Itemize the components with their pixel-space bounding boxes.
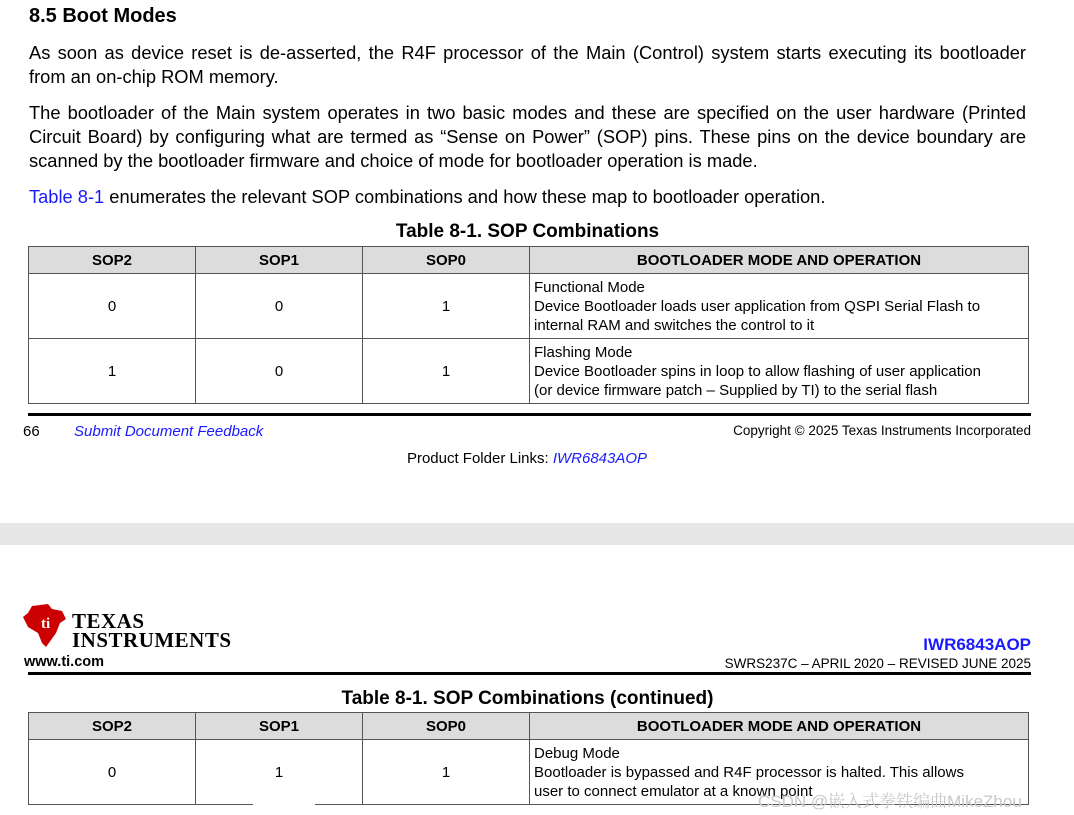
- header-mode: BOOTLOADER MODE AND OPERATION: [530, 247, 1029, 274]
- svg-text:ti: ti: [41, 616, 51, 632]
- product-link[interactable]: IWR6843AOP: [552, 450, 648, 467]
- cell-sop1: 1: [196, 740, 363, 805]
- table-header-row: [29, 713, 1029, 740]
- table-row: [29, 339, 1029, 404]
- mode-name: Debug Mode: [534, 744, 620, 762]
- cell-sop1: 0: [196, 339, 363, 404]
- header-sop1: SOP1: [196, 247, 363, 274]
- table2-caption: Table 8-1. SOP Combinations (continued): [341, 688, 714, 709]
- cell-sop2: 1: [29, 339, 196, 404]
- paragraph-3-text: enumerates the relevant SOP combinations and how these map to bootloader operation.: [104, 186, 826, 207]
- table-header-row: [29, 247, 1029, 274]
- links-label: Product Folder Links:: [406, 450, 553, 467]
- mode-desc-line: internal RAM and switches the control to it: [534, 316, 815, 334]
- mode-desc-line: (or device firmware patch – Supplied by TI) to the serial flash: [534, 381, 938, 399]
- logo-text-texas: TEXAS: [72, 609, 145, 633]
- paragraph-1: As soon as device reset is de-asserted, the R4F processor of the Main (Control) system starts executing its bootloader from an on-chip ROM memory.: [29, 42, 1026, 87]
- watermark: CSDN @嵌入式拳铁编曲MikeZhou: [758, 792, 1022, 811]
- header-mode: BOOTLOADER MODE AND OPERATION: [530, 713, 1029, 740]
- footer-rule: [28, 413, 1031, 416]
- table-reference-link[interactable]: Table 8-1: [29, 186, 105, 207]
- cell-sop0: 1: [363, 339, 530, 404]
- paragraph-2: The bootloader of the Main system operates in two basic modes and these are specified on the user hardware (Printed Circuit Board) by configuring what are termed as “Sense on Power” (SOP) pins. These pins on the device boundary are scanned by the bootloader firmware and choice of mode for bootloader operation is made.: [29, 102, 1026, 171]
- section-title: 8.5 Boot Modes: [29, 5, 177, 27]
- cell-mode: [530, 339, 1029, 404]
- mode-name: Functional Mode: [534, 278, 645, 296]
- header-sop0: SOP0: [363, 713, 530, 740]
- mode-desc-line: user to connect emulator at a known point: [534, 782, 813, 800]
- table-row: [29, 274, 1029, 339]
- part-number-link[interactable]: IWR6843AOP: [923, 635, 1031, 654]
- header-sop0: SOP0: [363, 247, 530, 274]
- table1-caption: Table 8-1. SOP Combinations: [395, 221, 660, 242]
- header-sop2: SOP2: [29, 713, 196, 740]
- header-sop1: SOP1: [196, 713, 363, 740]
- copyright: Copyright © 2025 Texas Instruments Incorporated: [733, 423, 1031, 438]
- paragraph-3: [29, 185, 1026, 209]
- feedback-link[interactable]: Submit Document Feedback: [74, 423, 264, 440]
- mode-desc-line: Bootloader is bypassed and R4F processor is halted. This allows: [534, 763, 964, 781]
- logo-text-instruments: INSTRUMENTS: [72, 628, 232, 652]
- cell-sop0: 1: [363, 740, 530, 805]
- bottom-cover: [253, 800, 315, 815]
- mode-name: Flashing Mode: [534, 343, 633, 361]
- header-sop2: SOP2: [29, 247, 196, 274]
- cell-mode: [530, 274, 1029, 339]
- cell-sop0: 1: [363, 274, 530, 339]
- product-folder-links: [0, 450, 1054, 467]
- cell-sop2: 0: [29, 740, 196, 805]
- page-gap: [0, 523, 1074, 545]
- page-number: 66: [23, 423, 40, 440]
- cell-sop2: 0: [29, 274, 196, 339]
- mode-desc-line: Device Bootloader spins in loop to allow flashing of user application: [534, 362, 981, 380]
- header-rule: [28, 672, 1031, 675]
- cell-sop1: 0: [196, 274, 363, 339]
- mode-desc-line: Device Bootloader loads user application from QSPI Serial Flash to: [534, 297, 981, 315]
- document-id: SWRS237C – APRIL 2020 – REVISED JUNE 2025: [724, 656, 1031, 671]
- site-url[interactable]: www.ti.com: [24, 654, 105, 670]
- sop-table: [28, 246, 1029, 404]
